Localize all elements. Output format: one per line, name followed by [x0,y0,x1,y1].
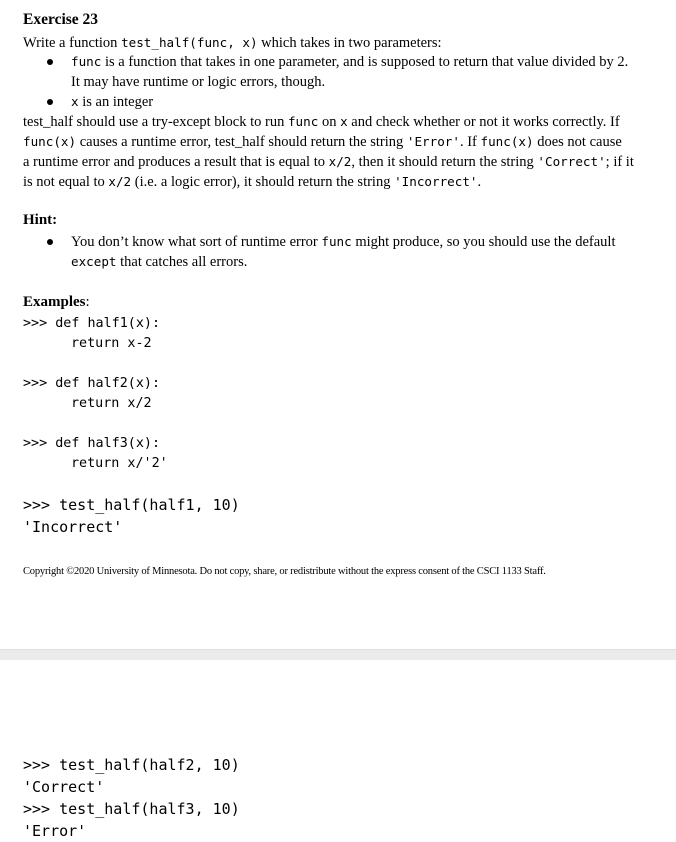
description-line-1: test_half should use a try-except block to run func on x and check whether or not it works correctly. If [23,114,620,130]
exercise-title: Exercise 23 [23,11,99,28]
function-signature: test_half(func, x) [121,35,258,50]
hint-line-2: except that catches all errors. [71,254,248,270]
code-call-half1: >>> test_half(half1, 10) [23,496,240,514]
bullet-x: x is an integer [71,94,154,110]
code-def-half2: >>> def half2(x): [23,376,161,391]
hint-line-1: You don’t know what sort of runtime error func might produce, so you should use the default [71,234,616,250]
code-return-half1: return x-2 [71,336,152,351]
bullet-func-continued: It may have runtime or logic errors, though. [71,74,326,90]
code-output-half3: 'Error' [23,822,87,840]
code-output-half2: 'Correct' [23,778,105,796]
code-def-half1: >>> def half1(x): [23,316,161,331]
code-return-half3: return x/'2' [71,456,168,471]
code-return-half2: return x/2 [71,396,152,411]
description-line-2: func(x) causes a runtime error, test_half should return the string 'Error'. If func(x) does not cause [23,134,622,150]
bullet-func: func is a function that takes in one parameter, and is supposed to return that value divided by 2. [71,54,629,70]
copyright-notice: Copyright ©2020 University of Minnesota. Do not copy, share, or redistribute without the express consent of the CSCI 1133 Staff. [23,566,546,577]
hint-heading: Hint: [23,212,58,228]
code-output-half1: 'Incorrect' [23,518,123,536]
code-call-half2: >>> test_half(half2, 10) [23,756,240,774]
bullet-dot [47,239,53,245]
examples-heading: Examples: [23,294,90,310]
bullet-dot [47,59,53,65]
intro-line: Write a function test_half(func, x) which takes in two parameters: [23,35,442,51]
description-line-4: is not equal to x/2 (i.e. a logic error), it should return the string 'Incorrect'. [23,174,482,190]
description-line-3: a runtime error and produces a result that is equal to x/2, then it should return the string 'Correct'; if it [23,154,634,170]
page-divider [0,649,676,660]
code-call-half3: >>> test_half(half3, 10) [23,800,240,818]
bullet-dot [47,99,53,105]
code-def-half3: >>> def half3(x): [23,436,161,451]
